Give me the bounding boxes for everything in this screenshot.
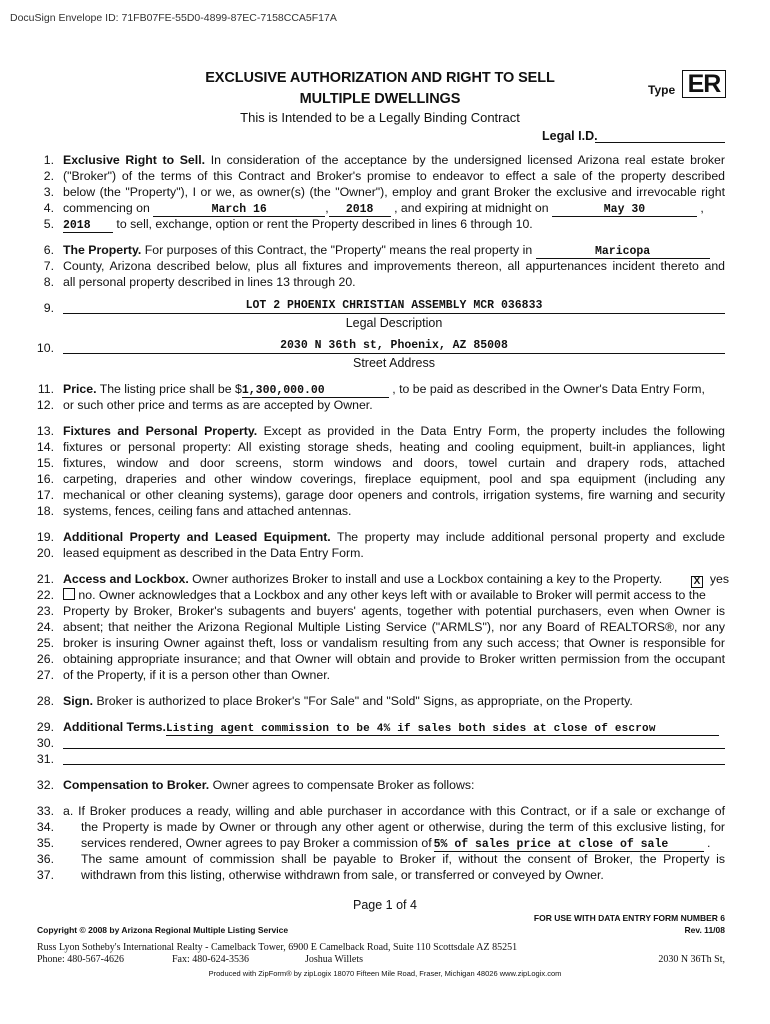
line-number: 17. bbox=[36, 488, 54, 502]
line-number: 4. bbox=[43, 201, 54, 215]
line-text: , bbox=[325, 201, 329, 215]
line-37: withdrawn from this listing, otherwise withdrawn from sale, or transferred or conveyed by Owner. bbox=[81, 868, 604, 882]
line-24: absent; that neither the Arizona Regional Multiple Listing Service ("ARMLS"), nor any Board of REALTORS®, nor any bbox=[63, 620, 725, 634]
line-number: 1. bbox=[43, 153, 54, 167]
line-text: no. Owner acknowledges that a Lockbox and any other keys left with or available to Broker will permit access to the bbox=[78, 588, 706, 602]
line-4 bbox=[63, 201, 725, 217]
line-number: 21. bbox=[36, 572, 54, 586]
section-heading: Exclusive Right to Sell. bbox=[63, 153, 206, 167]
line-number: 3. bbox=[43, 185, 54, 199]
section-heading: Additional Property and Leased Equipment. bbox=[63, 530, 331, 544]
line-text: . bbox=[707, 836, 711, 850]
type-box: ER bbox=[682, 70, 726, 98]
line-number: 23. bbox=[36, 604, 54, 618]
line-35 bbox=[81, 836, 725, 852]
legal-id-field[interactable] bbox=[595, 142, 725, 143]
section-heading: Sign. bbox=[63, 694, 94, 708]
subtitle: This is Intended to be a Legally Binding Contract bbox=[240, 110, 520, 125]
line-16: carpeting, draperies and other window coverings, fireplace equipment, pool and spa equipment (including any bbox=[63, 472, 725, 486]
line-12: or such other price and terms as are accepted by Owner. bbox=[63, 398, 373, 412]
line-number: 34. bbox=[36, 820, 54, 834]
agent-name: Joshua Willets bbox=[305, 954, 364, 965]
line-2: ("Broker") of the terms of this Contract and Broker's promise to endeavor to effect a sale of the property described bbox=[63, 169, 725, 183]
additional-terms-field[interactable]: Listing agent commission to be 4% if sales both sides at close of escrow bbox=[166, 723, 719, 736]
lockbox-yes-group bbox=[691, 572, 729, 588]
line-number: 25. bbox=[36, 636, 54, 650]
line-number: 31. bbox=[36, 752, 54, 766]
street-address-caption: Street Address bbox=[353, 356, 435, 370]
legal-id-label: Legal I.D. bbox=[542, 129, 598, 143]
line-text: , to be paid as described in the Owner's Data Entry Form, bbox=[392, 382, 705, 396]
line-14: fixtures or personal property: All existing storage sheds, heating and cooling equipment, built-in appliances, light bbox=[63, 440, 725, 454]
line-number: 26. bbox=[36, 652, 54, 666]
line-number: 27. bbox=[36, 668, 54, 682]
line-18: systems, fences, ceiling fans and attached antennas. bbox=[63, 504, 352, 518]
line-26: obtaining appropriate insurance; and that Owner will obtain and provide to Broker written permission from the occupant bbox=[63, 652, 725, 666]
line-text: , and expiring at midnight on bbox=[394, 201, 549, 215]
fax: Fax: 480-624-3536 bbox=[172, 954, 249, 965]
line-number: 32. bbox=[36, 778, 54, 792]
line-number: 5. bbox=[43, 217, 54, 231]
legal-description-caption: Legal Description bbox=[345, 316, 443, 330]
property-address-short: 2030 N 36Th St, bbox=[658, 954, 725, 965]
line-number: 35. bbox=[36, 836, 54, 850]
line-number: 2. bbox=[43, 169, 54, 183]
line-text: The property may include additional personal property and exclude bbox=[330, 530, 725, 544]
line-6 bbox=[63, 243, 725, 259]
line-25: broker is insuring Owner against theft, loss or vandalism resulting from any such access; that Owner is responsible for bbox=[63, 636, 725, 650]
line-number: 37. bbox=[36, 868, 54, 882]
line-11 bbox=[63, 382, 725, 398]
line-3: below (the "Property"), I or we, as owner(s) (the "Owner"), employ and grant Broker the exclusive and irrevocable right bbox=[63, 185, 725, 199]
line-8: all personal property described in lines 13 through 20. bbox=[63, 275, 356, 289]
line-number: 9. bbox=[43, 301, 54, 315]
line-number: 13. bbox=[36, 424, 54, 438]
brokerage-info: Russ Lyon Sotheby's International Realty - Camelback Tower, 6900 E Camelback Road, Suite 110 Scottsdale AZ 85251 bbox=[37, 942, 518, 953]
type-label: Type bbox=[648, 83, 676, 97]
line-27: of the Property, if it is a person other than Owner. bbox=[63, 668, 331, 682]
line-number: 10. bbox=[36, 341, 54, 355]
line-number: 20. bbox=[36, 546, 54, 560]
line-number: 29. bbox=[36, 720, 54, 734]
line-text: , bbox=[700, 201, 704, 215]
line-21 bbox=[63, 572, 729, 587]
section-heading: Price. bbox=[63, 382, 97, 396]
title-line-2: MULTIPLE DWELLINGS bbox=[299, 91, 461, 107]
line-1 bbox=[63, 153, 725, 167]
additional-terms-line-31[interactable] bbox=[63, 764, 725, 765]
line-text: Owner authorizes Broker to install and use a Lockbox containing a key to the Property. bbox=[188, 572, 663, 586]
section-heading: Fixtures and Personal Property. bbox=[63, 424, 258, 438]
line-text: Broker is authorized to place Broker's "For Sale" and "Sold" Signs, as appropriate, on the Property. bbox=[93, 694, 633, 708]
line-34: the Property is made by Owner or through any other agent or otherwise, during the term of this exclusive listing, for bbox=[81, 820, 725, 834]
line-33: a. If Broker produces a ready, willing and able purchaser in accordance with this Contract, or if a sale or exchange of bbox=[63, 804, 725, 818]
line-number: 8. bbox=[43, 275, 54, 289]
produced-with: Produced with ZipForm® by zipLogix 18070 Fifteen Mile Road, Fraser, Michigan 48026 www.zipLogix.com bbox=[208, 969, 562, 978]
line-22 bbox=[63, 588, 725, 602]
line-number: 18. bbox=[36, 504, 54, 518]
line-number: 33. bbox=[36, 804, 54, 818]
copyright: Copyright © 2008 by Arizona Regional Multiple Listing Service bbox=[37, 925, 289, 935]
commencing-year-field[interactable]: 2018 bbox=[329, 204, 391, 217]
line-28 bbox=[63, 694, 725, 708]
section-heading: Compensation to Broker. bbox=[63, 778, 210, 792]
phone: Phone: 480-567-4626 bbox=[37, 954, 124, 965]
line-7: County, Arizona described below, plus all fixtures and improvements thereon, all appurtenances incident thereto and bbox=[63, 259, 725, 273]
lockbox-yes-label: yes bbox=[709, 572, 729, 586]
line-number: 16. bbox=[36, 472, 54, 486]
line-text: In consideration of the acceptance by the undersigned licensed Arizona real estate broker bbox=[205, 153, 725, 167]
envelope-id: DocuSign Envelope ID: 71FB07FE-55D0-4899-87EC-7158CCA5F17A bbox=[10, 12, 337, 24]
expiring-date-field[interactable]: May 30 bbox=[552, 204, 697, 217]
title-line-1: EXCLUSIVE AUTHORIZATION AND RIGHT TO SELL bbox=[205, 70, 555, 86]
revision: Rev. 11/08 bbox=[684, 925, 725, 935]
line-36: The same amount of commission shall be payable to Broker if, without the consent of Broker, the Property is bbox=[81, 852, 725, 866]
county-field[interactable]: Maricopa bbox=[536, 246, 710, 259]
commencing-date-field[interactable]: March 16 bbox=[153, 204, 325, 217]
price-field[interactable]: 1,300,000.00 bbox=[242, 385, 389, 398]
line-number: 11. bbox=[37, 382, 54, 396]
additional-terms-line-30[interactable] bbox=[63, 748, 725, 749]
line-number: 14. bbox=[36, 440, 54, 454]
line-number: 7. bbox=[43, 259, 54, 273]
line-17: mechanical or other cleaning systems), garage door openers and controls, irrigation systems, fire warning and security bbox=[63, 488, 725, 502]
line-20: leased equipment as described in the Data Entry Form. bbox=[63, 546, 364, 560]
commission-field[interactable]: 5% of sales price at close of sale bbox=[434, 839, 704, 852]
line-23: Property by Broker, Broker's subagents and buyers' agents, together with potential purchasers, even when Owner is bbox=[63, 604, 725, 618]
line-19 bbox=[63, 530, 725, 544]
line-text: services rendered, Owner agrees to pay Broker a commission of bbox=[81, 836, 432, 850]
line-number: 6. bbox=[43, 243, 54, 257]
line-13 bbox=[63, 424, 725, 438]
line-number: 36. bbox=[36, 852, 54, 866]
line-text: For purposes of this Contract, the "Property" means the real property in bbox=[141, 243, 533, 257]
lockbox-yes-checkbox[interactable]: X bbox=[691, 576, 703, 588]
legal-description-field[interactable]: LOT 2 PHOENIX CHRISTIAN ASSEMBLY MCR 036833 bbox=[63, 299, 725, 314]
line-number: 12. bbox=[36, 398, 54, 412]
line-5 bbox=[63, 217, 725, 233]
line-number: 15. bbox=[36, 456, 54, 470]
line-text: The listing price shall be $ bbox=[96, 382, 242, 396]
section-heading: Additional Terms. bbox=[63, 720, 166, 734]
section-heading: The Property. bbox=[63, 243, 142, 257]
line-32 bbox=[63, 778, 725, 792]
page-number: Page 1 of 4 bbox=[353, 898, 417, 912]
street-address-field[interactable]: 2030 N 36th st, Phoenix, AZ 85008 bbox=[63, 339, 725, 354]
expiring-year-field[interactable]: 2018 bbox=[63, 220, 113, 233]
line-15: fixtures, window and door screens, storm windows and doors, towel curtain and drapery rods, attached bbox=[63, 456, 725, 470]
line-number: 19. bbox=[36, 530, 54, 544]
lockbox-no-checkbox[interactable] bbox=[63, 588, 75, 600]
line-number: 28. bbox=[36, 694, 54, 708]
line-text: Owner agrees to compensate Broker as follows: bbox=[209, 778, 475, 792]
line-number: 24. bbox=[36, 620, 54, 634]
line-number: 30. bbox=[36, 736, 54, 750]
for-use-note: FOR USE WITH DATA ENTRY FORM NUMBER 6 bbox=[533, 913, 725, 923]
line-text: commencing on bbox=[63, 201, 150, 215]
line-number: 22. bbox=[36, 588, 54, 602]
line-29 bbox=[63, 720, 725, 736]
section-heading: Access and Lockbox. bbox=[63, 572, 189, 586]
line-text: to sell, exchange, option or rent the Property described in lines 6 through 10. bbox=[116, 217, 533, 231]
line-text: Except as provided in the Data Entry Form, the property includes the following bbox=[257, 424, 725, 438]
